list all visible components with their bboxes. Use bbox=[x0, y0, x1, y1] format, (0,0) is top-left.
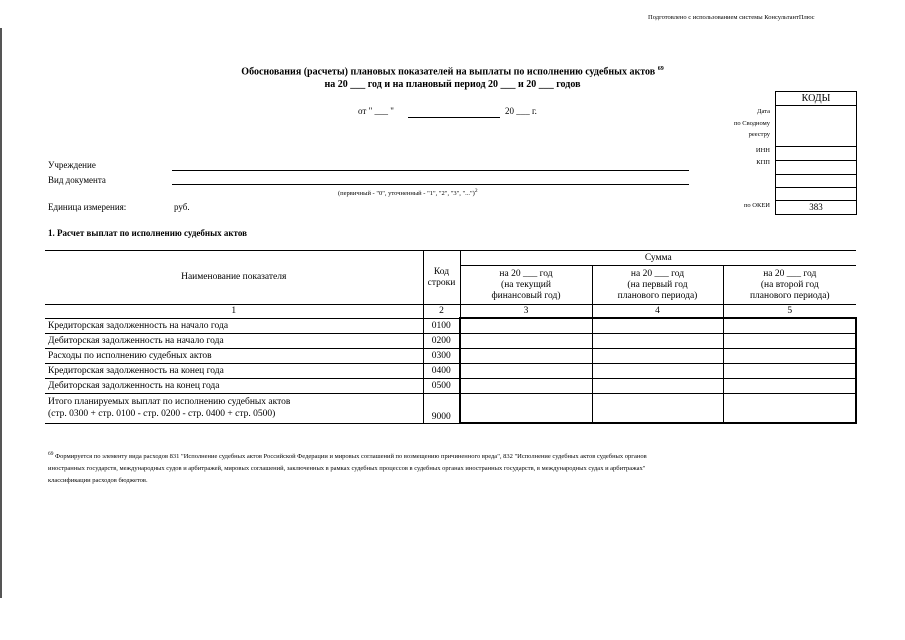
row-value-3[interactable] bbox=[460, 318, 592, 334]
col-header-code: Код строки bbox=[423, 251, 460, 305]
col-number-4: 4 bbox=[592, 305, 723, 319]
date-prefix: от " ___ " bbox=[358, 106, 394, 116]
total-value-5[interactable] bbox=[723, 394, 856, 424]
col-number-2: 2 bbox=[423, 305, 460, 319]
row-code: 0100 bbox=[423, 318, 460, 334]
total-code: 9000 bbox=[423, 394, 460, 424]
row-value-3[interactable] bbox=[460, 349, 592, 364]
total-name-line2: (стр. 0300 + стр. 0100 - стр. 0200 - стр. 0400 + стр. 0500) bbox=[48, 409, 276, 420]
row-value-4[interactable] bbox=[592, 364, 723, 379]
row-value-4[interactable] bbox=[592, 334, 723, 349]
page-edge bbox=[0, 28, 2, 598]
total-value-3[interactable] bbox=[460, 394, 592, 424]
col-number-1: 1 bbox=[45, 305, 423, 319]
date-year: 20 ___ г. bbox=[505, 106, 537, 116]
codes-box bbox=[775, 91, 857, 215]
col5-l1: на 20 ___ год bbox=[763, 268, 817, 279]
code-empty-2[interactable] bbox=[776, 188, 856, 201]
row-value-4[interactable] bbox=[592, 318, 723, 334]
doc-type-hint-mark: 2 bbox=[474, 188, 478, 194]
payments-table bbox=[45, 250, 857, 424]
code-kpp[interactable] bbox=[776, 161, 856, 175]
header-note: Подготовлено с использованием системы КонсультантПлюс bbox=[648, 14, 815, 21]
row-name: Кредиторская задолженность на конец года bbox=[45, 364, 423, 379]
table-row-total bbox=[45, 394, 856, 424]
footnote-text-1: Формируется по элементу вида расходов 831 "Исполнение судебных актов Российской Федерации и мировых соглашений по возмещению причиненного вреда", 832 "Исполнение судебных актов судебных органов bbox=[55, 453, 647, 461]
col4-l1: на 20 ___ год bbox=[630, 268, 685, 279]
col3-l2: (на текущий bbox=[501, 279, 551, 290]
col-header-sum: Сумма bbox=[460, 251, 856, 266]
table-row bbox=[45, 318, 856, 334]
table-row bbox=[45, 334, 856, 349]
codes-label-kpp: КПП bbox=[756, 159, 770, 166]
doc-type-hint-text: (первичный - "0", уточненный - "1", "2", "3", "...") bbox=[338, 190, 475, 198]
row-value-3[interactable] bbox=[460, 379, 592, 394]
doc-type-label: Вид документа bbox=[48, 175, 106, 185]
row-name: Дебиторская задолженность на начало года bbox=[45, 334, 423, 349]
col3-l3: финансовый год) bbox=[491, 290, 561, 301]
row-code: 0300 bbox=[423, 349, 460, 364]
page-title bbox=[0, 66, 905, 77]
codes-label-reestr: реестру bbox=[748, 131, 770, 138]
row-value-5[interactable] bbox=[723, 364, 856, 379]
title-line1: Обоснования (расчеты) плановых показателей на выплаты по исполнению судебных актов bbox=[241, 66, 656, 78]
row-name: Кредиторская задолженность на начало года bbox=[45, 318, 423, 334]
footnote bbox=[48, 448, 860, 487]
total-value-4[interactable] bbox=[592, 394, 723, 424]
title-line2: на 20 ___ год и на плановый период 20 ___ и 20 ___ годов bbox=[324, 79, 581, 90]
codes-label-okei: по ОКЕИ bbox=[743, 202, 770, 209]
total-name bbox=[45, 394, 423, 424]
row-value-5[interactable] bbox=[723, 334, 856, 349]
codes-label-date: Дата bbox=[757, 108, 770, 115]
row-code: 0200 bbox=[423, 334, 460, 349]
table-row bbox=[45, 364, 856, 379]
codes-header: КОДЫ bbox=[776, 92, 856, 106]
col5-l2: (на второй год bbox=[760, 279, 819, 290]
title-footnote-mark: 69 bbox=[657, 66, 664, 72]
footnote-line3: классификации расходов бюджетов. bbox=[48, 477, 148, 485]
institution-field[interactable] bbox=[172, 170, 689, 171]
col-number-5: 5 bbox=[723, 305, 856, 319]
doc-type-field[interactable] bbox=[172, 184, 689, 185]
table-row bbox=[45, 379, 856, 394]
footnote-mark: 69 bbox=[48, 451, 54, 457]
col4-l2: (на первый год bbox=[627, 279, 688, 290]
table-row bbox=[45, 349, 856, 364]
row-code: 0400 bbox=[423, 364, 460, 379]
row-code: 0500 bbox=[423, 379, 460, 394]
footnote-line2: иностранных государств, международных судов и арбитражей, мировых соглашений, заключенных в рамках судебных процессов в судебных органах иностранных государств, в международных судах и арбитражах" bbox=[48, 465, 646, 473]
col5-l3: планового периода) bbox=[749, 290, 830, 301]
row-value-3[interactable] bbox=[460, 364, 592, 379]
code-date[interactable] bbox=[776, 106, 856, 147]
col-header-first-plan-year bbox=[592, 266, 723, 305]
col-header-current-year bbox=[460, 266, 592, 305]
unit-value: руб. bbox=[174, 202, 190, 212]
row-value-4[interactable] bbox=[592, 379, 723, 394]
unit-label: Единица измерения: bbox=[48, 202, 127, 212]
code-empty-1[interactable] bbox=[776, 175, 856, 188]
col-header-name: Наименование показателя bbox=[45, 251, 423, 305]
col3-l1: на 20 ___ год bbox=[499, 268, 553, 279]
row-name: Дебиторская задолженность на конец года bbox=[45, 379, 423, 394]
col-header-second-plan-year bbox=[723, 266, 856, 305]
codes-label-inn: ИНН bbox=[755, 147, 770, 154]
row-value-5[interactable] bbox=[723, 349, 856, 364]
col-number-3: 3 bbox=[460, 305, 592, 319]
total-name-line1: Итого планируемых выплат по исполнению судебных актов bbox=[48, 397, 291, 408]
institution-label: Учреждение bbox=[48, 160, 96, 170]
col4-l3: планового периода) bbox=[617, 290, 698, 301]
row-value-3[interactable] bbox=[460, 334, 592, 349]
code-okei: 383 bbox=[776, 201, 856, 215]
row-value-4[interactable] bbox=[592, 349, 723, 364]
footnote-line1 bbox=[48, 448, 860, 463]
section-title: 1. Расчет выплат по исполнению судебных актов bbox=[48, 228, 247, 238]
code-inn[interactable] bbox=[776, 147, 856, 161]
doc-type-hint bbox=[338, 188, 478, 197]
row-value-5[interactable] bbox=[723, 379, 856, 394]
row-value-5[interactable] bbox=[723, 318, 856, 334]
date-month-blank bbox=[408, 117, 500, 118]
row-name: Расходы по исполнению судебных актов bbox=[45, 349, 423, 364]
codes-label-svod: по Сводному bbox=[733, 120, 770, 127]
